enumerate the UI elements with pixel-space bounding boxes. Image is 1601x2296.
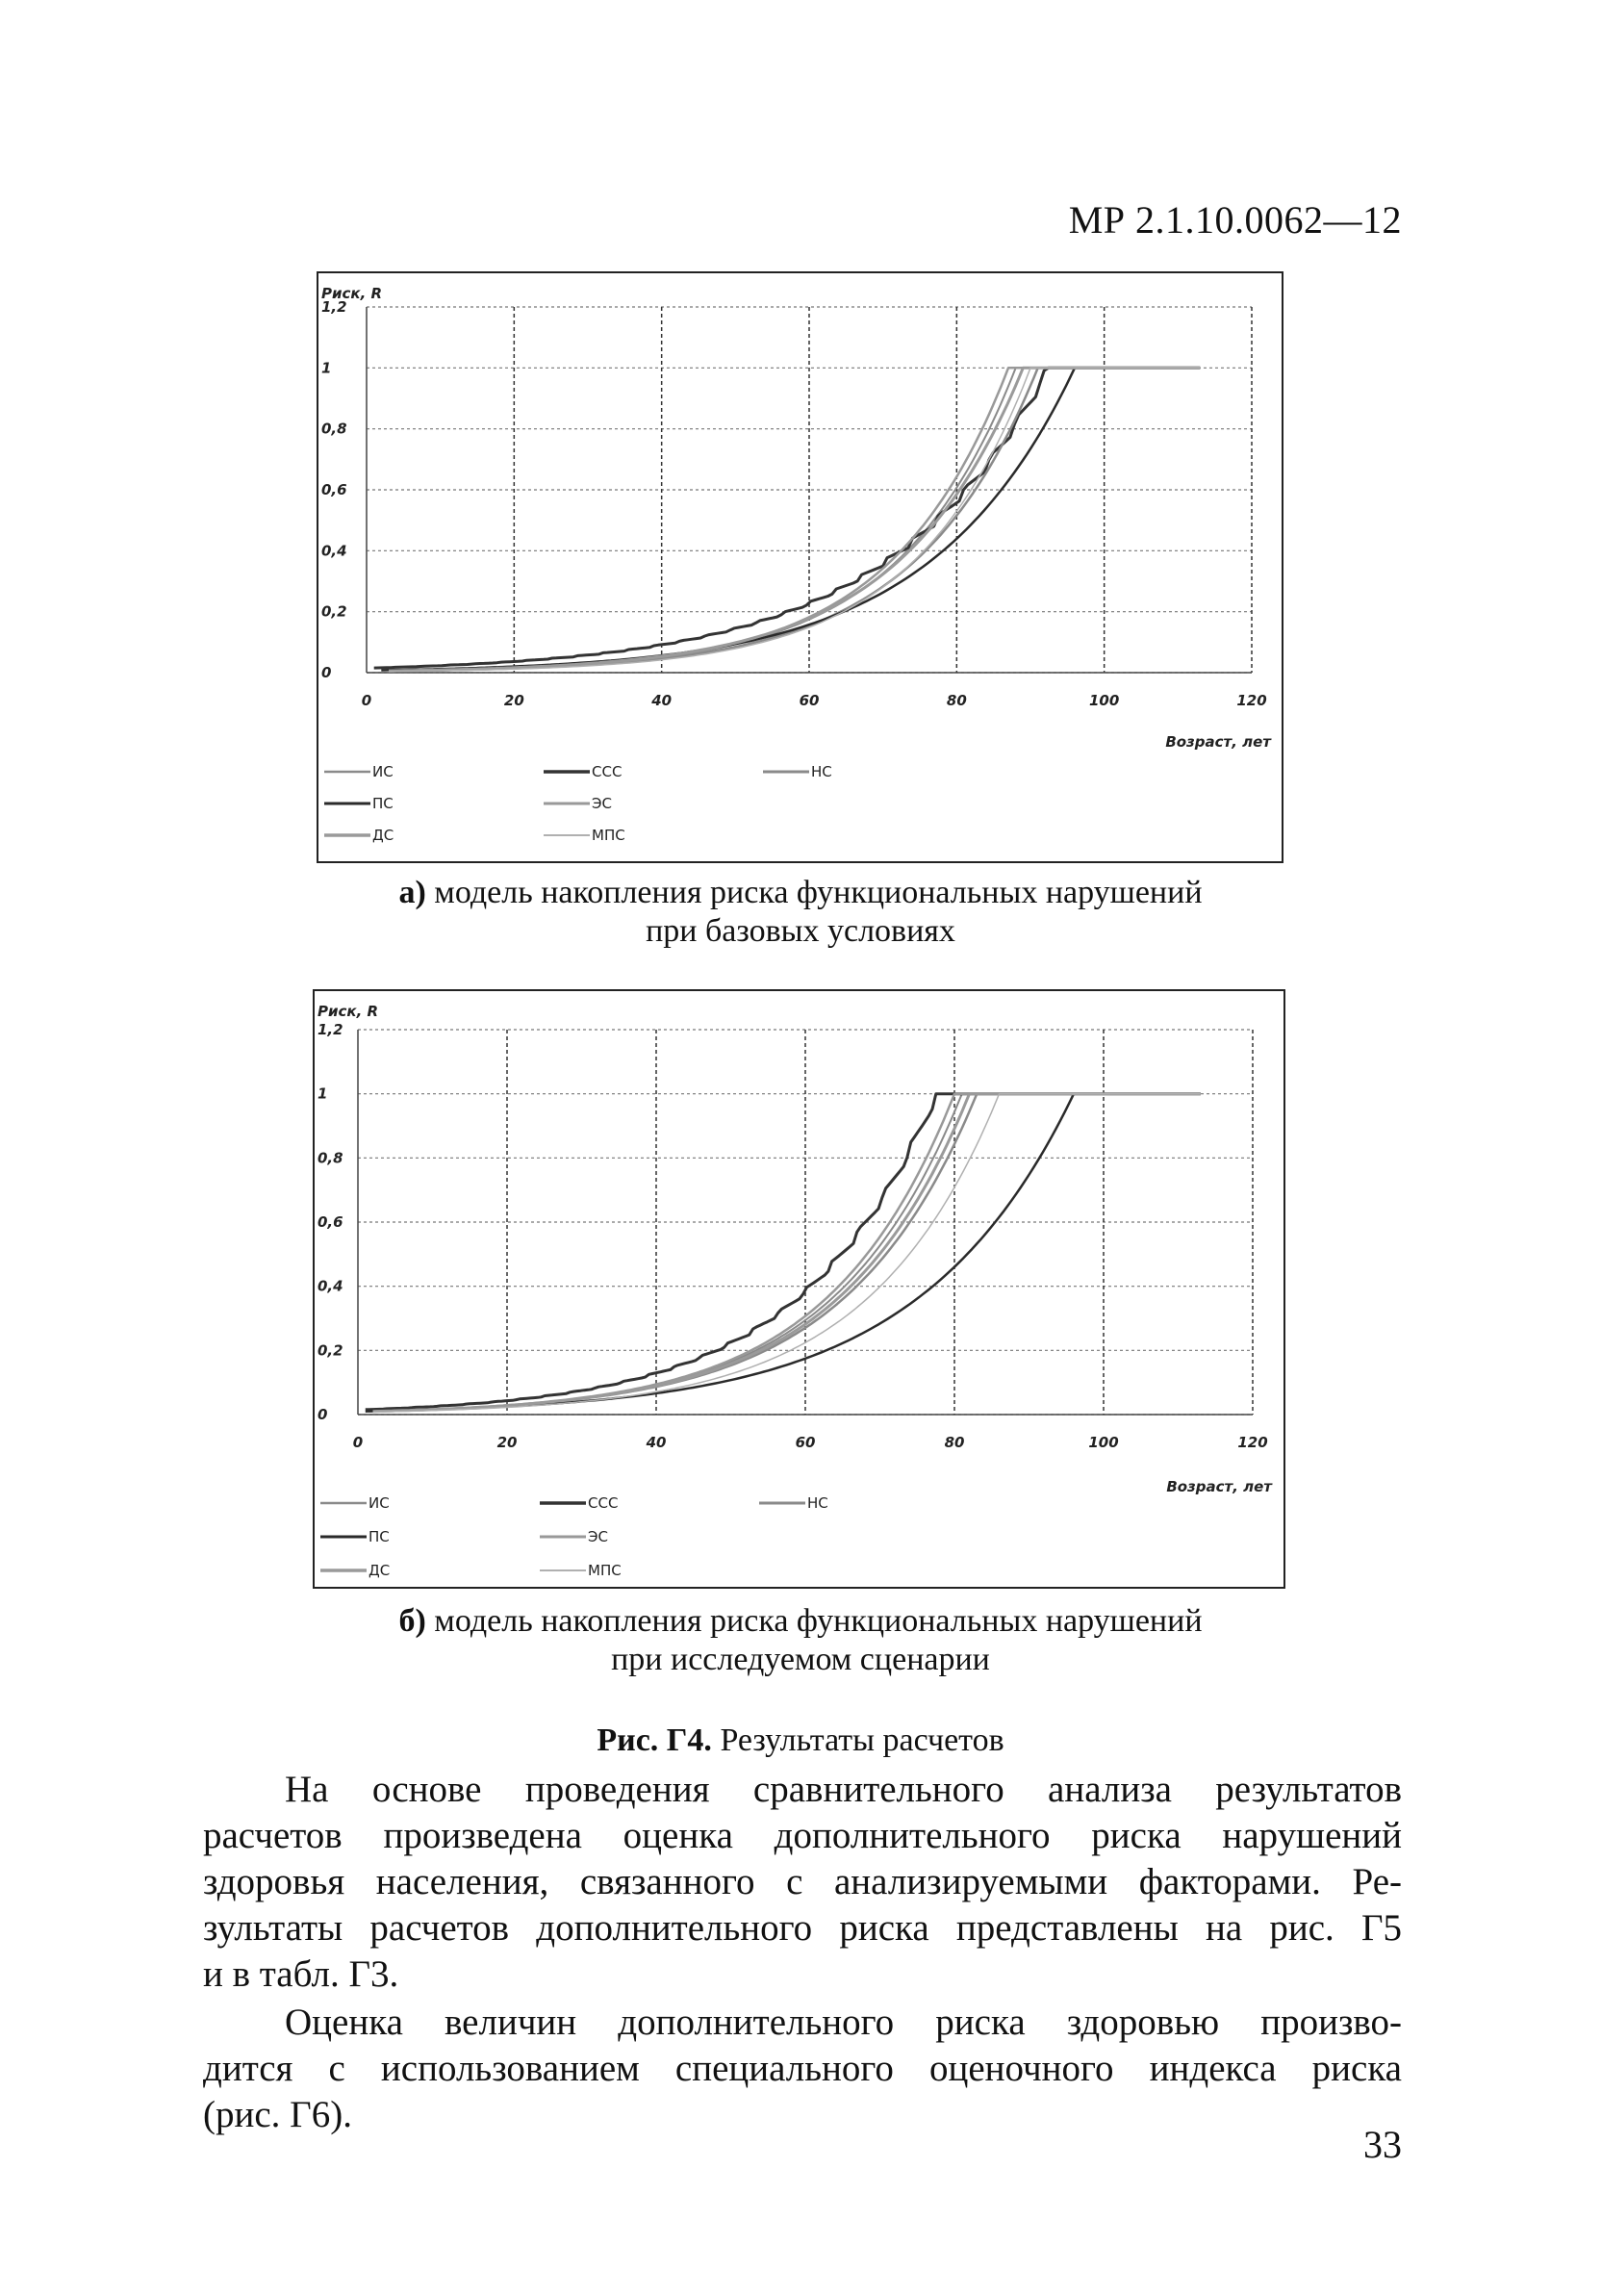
figure-title-label: Рис. Г4. [597,1722,712,1758]
paragraph-2-line: (рис. Г6). [203,2094,352,2135]
legend-label-ИС: ИС [368,1494,390,1512]
legend-label-МПС: МПС [588,1562,622,1579]
y-axis-title: Риск, R [321,285,383,302]
x-tick-label: 40 [646,1434,667,1451]
caption-b-line1: модель накопления риска функциональных нарушений [434,1603,1203,1639]
paragraph-1-line: расчетов произведена оценка дополнительного риска нарушений [203,1815,1402,1856]
y-tick-label: 0,6 [318,1213,343,1231]
x-tick-label: 20 [496,1434,518,1451]
document-code: МР 2.1.10.0062—12 [1068,198,1402,242]
legend-label-МПС: МПС [592,827,625,844]
x-axis-title: Возраст, лет [1166,1478,1272,1495]
x-axis-title: Возраст, лет [1165,733,1271,751]
paragraph-1-line: и в табл. Г3. [203,1953,399,1995]
paragraph-1 [203,1767,1402,1998]
caption-a-line1: модель накопления риска функциональных нарушений [434,875,1203,910]
series-line-ДС [389,368,1200,671]
legend-label-ЭС: ЭС [592,795,612,812]
legend-label-ИС: ИС [372,763,394,780]
caption-a [0,874,1601,951]
y-tick-label: 0,8 [318,1149,343,1167]
series-line-ССС [366,1094,1201,1410]
x-tick-label: 120 [1236,692,1267,709]
x-tick-label: 120 [1237,1434,1268,1451]
x-tick-label: 40 [651,692,673,709]
legend-label-НС: НС [811,763,832,780]
chart-a-frame [317,271,1283,863]
page-number: 33 [1363,2123,1402,2166]
legend-label-ССС: ССС [588,1494,619,1512]
caption-b [0,1602,1601,1679]
paragraph-1-line: зультаты расчетов дополнительного риска представлены на рис. Г5 [203,1907,1402,1949]
x-tick-label: 80 [946,692,967,709]
caption-a-line2: при базовых условиях [646,913,955,949]
y-tick-label: 0 [321,664,332,681]
caption-b-label: б) [398,1603,426,1639]
figure-title-text: Результаты расчетов [720,1722,1004,1758]
x-tick-label: 60 [799,692,820,709]
chart-a [318,273,1282,861]
y-tick-label: 0,4 [321,542,347,560]
y-tick-label: 0,2 [318,1341,343,1360]
series-line-ПС [366,1094,1201,1412]
x-tick-label: 20 [503,692,524,709]
y-tick-label: 0 [318,1406,328,1423]
y-axis-title: Риск, R [318,1003,379,1020]
legend-label-НС: НС [807,1494,828,1512]
y-tick-label: 1 [318,1084,328,1103]
paragraph-2-line: дится с использованием специального оценочного индекса риска [203,2048,1402,2089]
legend-label-ЭС: ЭС [588,1528,608,1545]
legend-label-ПС: ПС [368,1528,390,1545]
y-tick-label: 1,2 [318,1021,343,1038]
x-tick-label: 100 [1089,692,1120,709]
x-tick-label: 0 [352,1434,364,1451]
y-tick-label: 0,8 [321,420,347,438]
y-tick-label: 0,6 [321,481,347,498]
paragraph-2-line: Оценка величин дополнительного риска здоровью произво- [285,2002,1402,2043]
x-tick-label: 0 [361,692,372,709]
x-tick-label: 80 [944,1434,965,1451]
y-tick-label: 1,2 [321,298,347,316]
y-tick-label: 0,4 [318,1277,343,1295]
legend-label-ПС: ПС [372,795,394,812]
caption-b-line2: при исследуемом сценарии [611,1642,990,1677]
legend-label-ССС: ССС [592,763,623,780]
series-line-ССС [374,368,1201,668]
paragraph-1-line: На основе проведения сравнительного анализа результатов [285,1769,1402,1810]
x-tick-label: 60 [795,1434,816,1451]
y-tick-label: 0,2 [321,602,347,621]
paragraph-2 [203,2000,1402,2138]
y-tick-label: 1 [321,359,332,377]
caption-a-label: а) [398,875,426,910]
chart-b-frame [313,989,1285,1589]
x-tick-label: 100 [1088,1434,1119,1451]
figure-title [0,1722,1601,1759]
legend-label-ДС: ДС [368,1562,391,1579]
legend-label-ДС: ДС [372,827,394,844]
chart-b [315,991,1283,1587]
paragraph-1-line: здоровья населения, связанного с анализируемыми факторами. Ре- [203,1861,1402,1902]
